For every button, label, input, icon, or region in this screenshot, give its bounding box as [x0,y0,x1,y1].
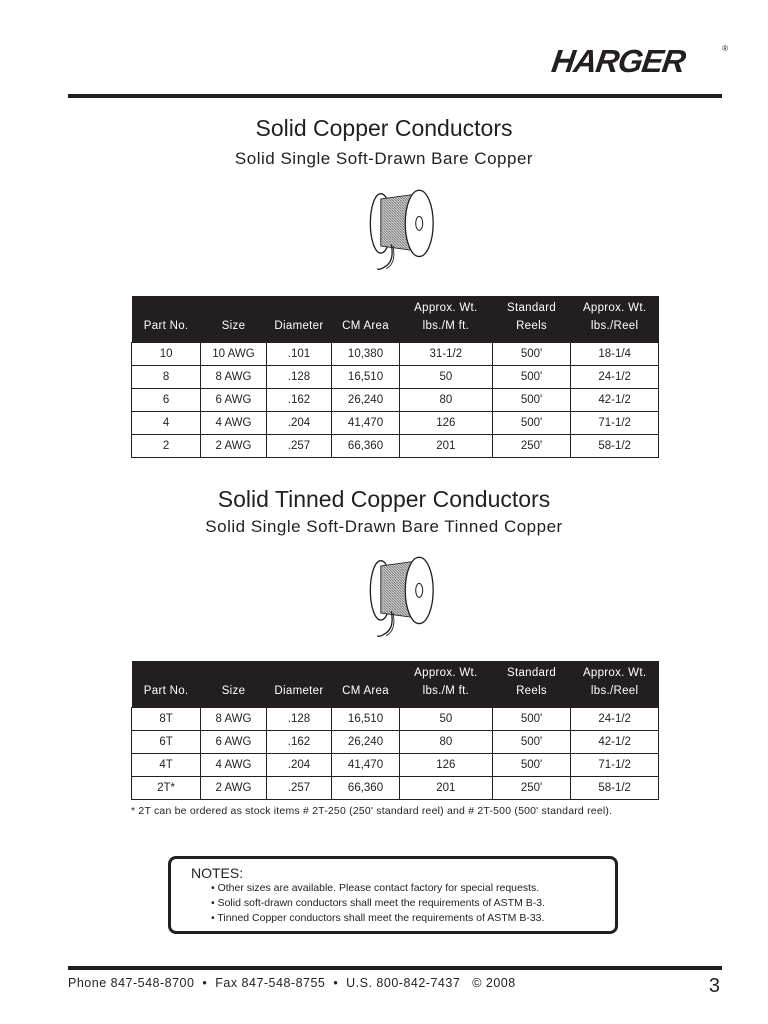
notes-list [211,881,545,926]
table-cell: 58-1/2 [571,434,659,457]
table-row [132,342,659,365]
table-cell: 10,380 [332,342,400,365]
table-cell: .162 [266,730,331,753]
table-cell: .162 [266,388,331,411]
note-item: • Solid soft-drawn conductors shall meet the requirements of ASTM B-3. [211,896,545,911]
table-cell: 80 [399,388,492,411]
logo-text: HARGER [549,43,688,79]
table-cell: 66,360 [332,776,400,799]
registered-mark: ® [722,44,728,53]
table-cell: 31-1/2 [399,342,492,365]
table-cell: 500' [492,388,570,411]
page-number: 3 [708,975,720,997]
note-item: • Other sizes are available. Please contact factory for special requests. [211,881,545,896]
table-cell: .101 [266,342,331,365]
table-row [132,388,659,411]
table-cell: 500' [492,707,570,730]
table-cell: 4 AWG [201,411,267,434]
table-cell: 2 AWG [201,434,267,457]
table-cell: 24-1/2 [571,707,659,730]
table-cell: 6T [132,730,201,753]
table-cell: 26,240 [332,388,400,411]
section-2-subtitle: Solid Single Soft-Drawn Bare Tinned Copper [205,517,563,536]
table-cell: 6 [132,388,201,411]
col-header: Approx. Wt. lbs./M ft. [399,661,492,707]
table-cell: 24-1/2 [571,365,659,388]
table-cell: .128 [266,707,331,730]
table-header-row [132,661,659,707]
table-row [132,707,659,730]
table-cell: .257 [266,776,331,799]
col-header: Part No. [132,661,201,707]
table-cell: 201 [399,776,492,799]
table-row [132,753,659,776]
copper-conductors-table [131,296,659,458]
table-cell: 6 AWG [201,730,267,753]
table-cell: 16,510 [332,365,400,388]
header-rule [68,94,722,98]
col-header: Diameter [266,296,331,342]
table-cell: .204 [266,411,331,434]
section-2-title: Solid Tinned Copper Conductors [217,486,551,512]
table-cell: 10 [132,342,201,365]
table-cell: 71-1/2 [571,411,659,434]
table-cell: 8 AWG [201,365,267,388]
col-header: Size [201,661,267,707]
table-cell: 126 [399,411,492,434]
col-header: Size [201,296,267,342]
table-cell: 500' [492,365,570,388]
table-cell: 2T* [132,776,201,799]
table-cell: 4 AWG [201,753,267,776]
table-cell: 250' [492,776,570,799]
table-cell: 42-1/2 [571,388,659,411]
footer-rule [68,966,722,970]
table-cell: 500' [492,411,570,434]
table-cell: 500' [492,730,570,753]
table-cell: 500' [492,342,570,365]
table-cell: 250' [492,434,570,457]
footnote: * 2T can be ordered as stock items # 2T-250 (250' standard reel) and # 2T-500 (500' standard reel). [131,805,613,817]
table-cell: 2 [132,434,201,457]
section-1-title: Solid Copper Conductors [255,115,513,141]
col-header: Approx. Wt. lbs./M ft. [399,296,492,342]
table-cell: .257 [266,434,331,457]
table-cell: 41,470 [332,411,400,434]
section-1-subtitle: Solid Single Soft-Drawn Bare Copper [234,149,534,168]
table-cell: 50 [399,365,492,388]
table-row [132,411,659,434]
table-cell: 66,360 [332,434,400,457]
table-cell: 500' [492,753,570,776]
table-cell: 126 [399,753,492,776]
table-cell: 4 [132,411,201,434]
table-cell: .204 [266,753,331,776]
table-cell: 4T [132,753,201,776]
tinned-copper-conductors-table [131,661,659,800]
table-cell: 8 AWG [201,707,267,730]
notes-box [168,856,618,934]
col-header: Approx. Wt. lbs./Reel [571,296,659,342]
wire-reel-image [360,545,440,641]
brand-logo [549,43,728,79]
table-cell: 26,240 [332,730,400,753]
col-header: Approx. Wt. lbs./Reel [571,661,659,707]
table-cell: 18-1/4 [571,342,659,365]
table-header-row [132,296,659,342]
note-item: • Tinned Copper conductors shall meet the requirements of ASTM B-33. [211,911,545,926]
table-cell: 8 [132,365,201,388]
table-cell: 71-1/2 [571,753,659,776]
col-header: Standard Reels [492,661,570,707]
table-row [132,730,659,753]
col-header: CM Area [332,296,400,342]
col-header: CM Area [332,661,400,707]
notes-title: NOTES: [191,865,244,881]
table-cell: 201 [399,434,492,457]
table-cell: 8T [132,707,201,730]
table-cell: 2 AWG [201,776,267,799]
col-header: Part No. [132,296,201,342]
col-header: Standard Reels [492,296,570,342]
footer-contact: Phone 847-548-8700 • Fax 847-548-8755 • U.S. 800-842-7437 © 2008 [68,976,516,990]
table-cell: 58-1/2 [571,776,659,799]
table-cell: 41,470 [332,753,400,776]
table-cell: 6 AWG [201,388,267,411]
table-cell: 50 [399,707,492,730]
col-header: Diameter [266,661,331,707]
table-cell: .128 [266,365,331,388]
wire-reel-image [360,178,440,274]
table-row [132,365,659,388]
table-row [132,776,659,799]
table-cell: 10 AWG [201,342,267,365]
table-cell: 16,510 [332,707,400,730]
table-cell: 80 [399,730,492,753]
table-cell: 42-1/2 [571,730,659,753]
table-row [132,434,659,457]
